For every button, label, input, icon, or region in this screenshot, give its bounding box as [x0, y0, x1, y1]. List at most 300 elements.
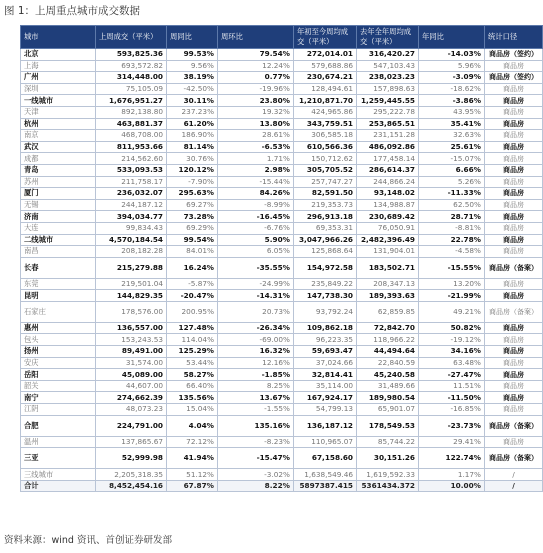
table-row	[21, 234, 543, 246]
cell-wow: -14.31%	[218, 290, 294, 302]
cell-city: 南京	[21, 130, 96, 142]
cell-city: 二线城市	[21, 234, 96, 246]
stat-basis-label: 商品房	[503, 291, 524, 300]
cell-last-year-weekly-avg: 85,744.22	[357, 436, 419, 448]
cell-stat-basis	[485, 106, 543, 118]
cell-wow: -6.76%	[218, 222, 294, 234]
cell-last-week-volume: 48,073.23	[96, 404, 167, 416]
table-row	[21, 334, 543, 346]
cell-last-year-weekly-avg: 93,148.02	[357, 188, 419, 200]
cell-ytd-weekly-avg: 136,187.12	[294, 415, 357, 436]
cell-last-week-volume: 693,572.82	[96, 60, 167, 72]
table-row	[21, 380, 543, 392]
stat-basis-label: 商品房	[503, 154, 524, 163]
cell-ytd-weekly-avg: 296,913.18	[294, 211, 357, 223]
cell-wow: 6.05%	[218, 246, 294, 258]
cell-yoy-year: 25.61%	[419, 141, 485, 153]
cell-stat-basis	[485, 380, 543, 392]
cell-stat-basis	[485, 188, 543, 200]
cell-yoy-year: 5.96%	[419, 60, 485, 72]
header-ytd-weekly-avg: 年初至今周均成交（平米）	[294, 26, 357, 49]
cell-yoy-year: 32.63%	[419, 130, 485, 142]
cell-stat-basis	[485, 49, 543, 61]
cell-city: 三亚	[21, 448, 96, 469]
cell-yoy-year: 10.00%	[419, 480, 485, 492]
cell-last-year-weekly-avg: 5361434.372	[357, 480, 419, 492]
cell-yoy-year: -15.07%	[419, 153, 485, 165]
stat-basis-label: /	[512, 482, 515, 491]
cell-last-week-volume: 468,708.00	[96, 130, 167, 142]
table-row	[21, 95, 543, 107]
cell-city: 南宁	[21, 392, 96, 404]
cell-yoy-week: 120.12%	[167, 164, 218, 176]
cell-last-year-weekly-avg: 231,151.28	[357, 130, 419, 142]
cell-ytd-weekly-avg: 3,047,966.26	[294, 234, 357, 246]
cell-last-week-volume: 45,089.00	[96, 369, 167, 381]
cell-wow: 1.71%	[218, 153, 294, 165]
cell-stat-basis	[485, 392, 543, 404]
table-row	[21, 222, 543, 234]
cell-ytd-weekly-avg: 579,688.86	[294, 60, 357, 72]
cell-last-year-weekly-avg: 62,859.85	[357, 301, 419, 322]
stat-basis-label: 商品房	[503, 247, 524, 256]
cell-stat-basis	[485, 118, 543, 130]
cell-last-week-volume: 4,570,184.54	[96, 234, 167, 246]
figure-title: 图 1：上周重点城市成交数据	[4, 5, 141, 17]
cell-stat-basis	[485, 95, 543, 107]
cell-last-year-weekly-avg: 238,023.23	[357, 72, 419, 84]
table-row	[21, 72, 543, 84]
stat-basis-label: 商品房	[503, 370, 524, 379]
cell-wow: -16.45%	[218, 211, 294, 223]
cell-yoy-year: -3.09%	[419, 72, 485, 84]
cell-stat-basis	[485, 164, 543, 176]
cell-ytd-weekly-avg: 1,210,871.70	[294, 95, 357, 107]
table-row	[21, 369, 543, 381]
cell-yoy-year: -11.50%	[419, 392, 485, 404]
cell-yoy-week: 72.12%	[167, 436, 218, 448]
cell-stat-basis	[485, 211, 543, 223]
table-row	[21, 246, 543, 258]
stat-basis-label: 商品房	[503, 324, 524, 333]
stat-basis-label: 商品房	[503, 177, 524, 186]
cell-wow: -15.47%	[218, 448, 294, 469]
cell-ytd-weekly-avg: 109,862.18	[294, 322, 357, 334]
cell-stat-basis	[485, 369, 543, 381]
cell-ytd-weekly-avg: 424,965.86	[294, 106, 357, 118]
cell-city: 天津	[21, 106, 96, 118]
cell-last-week-volume: 208,182.28	[96, 246, 167, 258]
cell-yoy-year: 5.26%	[419, 176, 485, 188]
cell-ytd-weekly-avg: 5897387.415	[294, 480, 357, 492]
cell-last-year-weekly-avg: 131,904.01	[357, 246, 419, 258]
table-row	[21, 49, 543, 61]
stat-basis-label: 商品房	[503, 335, 524, 344]
cell-stat-basis	[485, 130, 543, 142]
cell-yoy-week: -20.47%	[167, 290, 218, 302]
cell-ytd-weekly-avg: 167,924.17	[294, 392, 357, 404]
cell-city: 安庆	[21, 357, 96, 369]
cell-ytd-weekly-avg: 257,747.27	[294, 176, 357, 188]
cell-yoy-year: 1.17%	[419, 469, 485, 481]
cell-yoy-year: -15.55%	[419, 257, 485, 278]
cell-wow: -19.96%	[218, 83, 294, 95]
cell-stat-basis	[485, 404, 543, 416]
cell-last-year-weekly-avg: 2,482,396.49	[357, 234, 419, 246]
cell-ytd-weekly-avg: 69,353.31	[294, 222, 357, 234]
cell-wow: -15.44%	[218, 176, 294, 188]
table-row	[21, 436, 543, 448]
table-row	[21, 278, 543, 290]
cell-yoy-year: -4.58%	[419, 246, 485, 258]
cell-ytd-weekly-avg: 32,814.41	[294, 369, 357, 381]
cell-last-year-weekly-avg: 547,103.43	[357, 60, 419, 72]
header-yoy-week: 周同比	[167, 26, 218, 49]
cell-last-year-weekly-avg: 65,901.07	[357, 404, 419, 416]
cell-last-year-weekly-avg: 134,988.87	[357, 199, 419, 211]
table-row	[21, 357, 543, 369]
stat-basis-label: 商品房	[503, 96, 524, 105]
cell-last-week-volume: 244,187.12	[96, 199, 167, 211]
cell-last-week-volume: 236,032.07	[96, 188, 167, 200]
cell-wow: 79.54%	[218, 49, 294, 61]
table-container	[20, 25, 538, 492]
cell-ytd-weekly-avg: 59,693.47	[294, 346, 357, 358]
table-row	[21, 141, 543, 153]
stat-basis-label: 商品房（签约）	[489, 73, 538, 82]
cell-city: 合肥	[21, 415, 96, 436]
cell-stat-basis	[485, 301, 543, 322]
cell-last-year-weekly-avg: 1,619,592.33	[357, 469, 419, 481]
cell-last-week-volume: 314,448.00	[96, 72, 167, 84]
cell-last-week-volume: 2,205,318.35	[96, 469, 167, 481]
cell-wow: 135.16%	[218, 415, 294, 436]
cell-last-year-weekly-avg: 189,393.63	[357, 290, 419, 302]
stat-basis-label: 商品房	[503, 347, 524, 356]
cell-city: 岳阳	[21, 369, 96, 381]
cell-stat-basis	[485, 199, 543, 211]
cell-yoy-year: 13.20%	[419, 278, 485, 290]
cell-city: 广州	[21, 72, 96, 84]
cell-wow: 13.80%	[218, 118, 294, 130]
table-row	[21, 404, 543, 416]
cell-yoy-week: 114.04%	[167, 334, 218, 346]
stat-basis-label: 商品房（备案）	[489, 454, 538, 463]
header-city: 城市	[21, 26, 96, 49]
cell-wow: -69.00%	[218, 334, 294, 346]
cell-ytd-weekly-avg: 343,759.51	[294, 118, 357, 130]
cell-stat-basis	[485, 415, 543, 436]
cell-stat-basis	[485, 346, 543, 358]
cell-city: 杭州	[21, 118, 96, 130]
cell-last-year-weekly-avg: 244,866.24	[357, 176, 419, 188]
cell-last-year-weekly-avg: 208,347.13	[357, 278, 419, 290]
cell-stat-basis	[485, 141, 543, 153]
cell-last-year-weekly-avg: 295,222.78	[357, 106, 419, 118]
cell-last-year-weekly-avg: 189,980.54	[357, 392, 419, 404]
cell-last-week-volume: 219,501.04	[96, 278, 167, 290]
cell-yoy-week: 81.14%	[167, 141, 218, 153]
cell-yoy-year: 34.16%	[419, 346, 485, 358]
cell-ytd-weekly-avg: 82,591.50	[294, 188, 357, 200]
cell-city: 无锡	[21, 199, 96, 211]
cell-last-week-volume: 144,829.35	[96, 290, 167, 302]
header-stat-basis: 统计口径	[485, 26, 543, 49]
cell-city: 三线城市	[21, 469, 96, 481]
cell-stat-basis	[485, 448, 543, 469]
cell-city: 长春	[21, 257, 96, 278]
stat-basis-label: 商品房	[503, 189, 524, 198]
stat-basis-label: 商品房	[503, 131, 524, 140]
cell-city: 扬州	[21, 346, 96, 358]
table-row	[21, 290, 543, 302]
cell-last-year-weekly-avg: 157,898.63	[357, 83, 419, 95]
cell-yoy-week: 66.40%	[167, 380, 218, 392]
cell-yoy-year: -23.73%	[419, 415, 485, 436]
cell-ytd-weekly-avg: 128,494.61	[294, 83, 357, 95]
cell-stat-basis	[485, 72, 543, 84]
cell-city: 上海	[21, 60, 96, 72]
cell-stat-basis	[485, 290, 543, 302]
cell-last-week-volume: 1,676,951.27	[96, 95, 167, 107]
table-row	[21, 392, 543, 404]
table-row	[21, 415, 543, 436]
cell-city: 武汉	[21, 141, 96, 153]
cell-stat-basis	[485, 60, 543, 72]
cell-yoy-week: 99.53%	[167, 49, 218, 61]
header-yoy-year: 年同比	[419, 26, 485, 49]
cell-wow: -8.99%	[218, 199, 294, 211]
cell-yoy-week: 61.20%	[167, 118, 218, 130]
cell-yoy-week: 4.04%	[167, 415, 218, 436]
table-row	[21, 199, 543, 211]
cell-last-year-weekly-avg: 230,689.42	[357, 211, 419, 223]
cell-city: 东莞	[21, 278, 96, 290]
cell-yoy-year: -8.81%	[419, 222, 485, 234]
cell-ytd-weekly-avg: 125,868.64	[294, 246, 357, 258]
cell-ytd-weekly-avg: 110,965.07	[294, 436, 357, 448]
cell-last-week-volume: 153,243.53	[96, 334, 167, 346]
cell-ytd-weekly-avg: 235,849.22	[294, 278, 357, 290]
cell-yoy-week: -42.50%	[167, 83, 218, 95]
cell-yoy-year: 11.51%	[419, 380, 485, 392]
cell-ytd-weekly-avg: 610,566.36	[294, 141, 357, 153]
cell-yoy-week: 237.23%	[167, 106, 218, 118]
cell-last-week-volume: 892,138.80	[96, 106, 167, 118]
cell-city: 厦门	[21, 188, 96, 200]
cell-city: 温州	[21, 436, 96, 448]
cell-city: 石家庄	[21, 301, 96, 322]
header-last-week-volume: 上周成交（平米）	[96, 26, 167, 49]
cell-yoy-week: 99.54%	[167, 234, 218, 246]
cell-yoy-year: 22.78%	[419, 234, 485, 246]
cell-last-year-weekly-avg: 22,840.59	[357, 357, 419, 369]
cell-wow: 16.32%	[218, 346, 294, 358]
cell-city: 北京	[21, 49, 96, 61]
cell-last-week-volume: 31,574.00	[96, 357, 167, 369]
cell-yoy-year: -3.86%	[419, 95, 485, 107]
cell-yoy-year: 35.41%	[419, 118, 485, 130]
cell-stat-basis	[485, 153, 543, 165]
cell-wow: -1.85%	[218, 369, 294, 381]
cell-wow: 8.25%	[218, 380, 294, 392]
cell-ytd-weekly-avg: 230,674.21	[294, 72, 357, 84]
cell-last-year-weekly-avg: 316,420.27	[357, 49, 419, 61]
table-row	[21, 301, 543, 322]
cell-wow: -35.55%	[218, 257, 294, 278]
cell-yoy-week: 125.29%	[167, 346, 218, 358]
cell-last-week-volume: 463,881.37	[96, 118, 167, 130]
cell-wow: 2.98%	[218, 164, 294, 176]
cell-ytd-weekly-avg: 67,158.60	[294, 448, 357, 469]
table-row	[21, 322, 543, 334]
cell-ytd-weekly-avg: 219,353.73	[294, 199, 357, 211]
stat-basis-label: 商品房	[503, 201, 524, 210]
cell-city: 合计	[21, 480, 96, 492]
cell-yoy-year: 49.21%	[419, 301, 485, 322]
cell-stat-basis	[485, 334, 543, 346]
cell-ytd-weekly-avg: 1,638,549.46	[294, 469, 357, 481]
cell-ytd-weekly-avg: 154,972.58	[294, 257, 357, 278]
cell-wow: 19.32%	[218, 106, 294, 118]
cell-yoy-week: 41.94%	[167, 448, 218, 469]
stat-basis-label: 商品房	[503, 235, 524, 244]
table-row	[21, 106, 543, 118]
cell-wow: 5.90%	[218, 234, 294, 246]
stat-basis-label: 商品房	[503, 358, 524, 367]
stat-basis-label: /	[512, 470, 515, 479]
stat-basis-label: 商品房	[503, 382, 524, 391]
cell-yoy-year: 28.71%	[419, 211, 485, 223]
cell-last-week-volume: 224,791.00	[96, 415, 167, 436]
cell-wow: -3.02%	[218, 469, 294, 481]
cell-city: 惠州	[21, 322, 96, 334]
cell-last-week-volume: 811,953.66	[96, 141, 167, 153]
table-body	[21, 49, 543, 492]
table-header-row	[21, 26, 543, 49]
table-row	[21, 130, 543, 142]
cell-stat-basis	[485, 83, 543, 95]
table-row	[21, 257, 543, 278]
cell-yoy-year: 6.66%	[419, 164, 485, 176]
cell-city: 江阴	[21, 404, 96, 416]
table-row	[21, 211, 543, 223]
cell-yoy-week: 51.12%	[167, 469, 218, 481]
table-row	[21, 83, 543, 95]
cell-stat-basis	[485, 357, 543, 369]
table-row	[21, 188, 543, 200]
stat-basis-label: 商品房	[503, 393, 524, 402]
cell-yoy-week: 16.24%	[167, 257, 218, 278]
cell-yoy-year: -16.85%	[419, 404, 485, 416]
cell-yoy-week: 69.27%	[167, 199, 218, 211]
cell-yoy-week: 200.95%	[167, 301, 218, 322]
cell-yoy-year: -21.99%	[419, 290, 485, 302]
table-row	[21, 176, 543, 188]
cell-last-week-volume: 394,034.77	[96, 211, 167, 223]
cell-wow: 0.77%	[218, 72, 294, 84]
cell-yoy-year: -19.12%	[419, 334, 485, 346]
table-row	[21, 448, 543, 469]
cell-yoy-year: -11.33%	[419, 188, 485, 200]
cell-last-week-volume: 533,093.53	[96, 164, 167, 176]
cell-city: 青岛	[21, 164, 96, 176]
cell-ytd-weekly-avg: 147,738.30	[294, 290, 357, 302]
cell-yoy-year: 122.74%	[419, 448, 485, 469]
table-row	[21, 480, 543, 492]
stat-basis-label: 商品房	[503, 405, 524, 414]
cell-stat-basis	[485, 436, 543, 448]
cell-city: 包头	[21, 334, 96, 346]
cell-wow: -8.23%	[218, 436, 294, 448]
cell-stat-basis	[485, 322, 543, 334]
cell-last-year-weekly-avg: 177,458.14	[357, 153, 419, 165]
cell-wow: 8.22%	[218, 480, 294, 492]
cell-last-week-volume: 215,279.88	[96, 257, 167, 278]
cell-last-year-weekly-avg: 72,842.70	[357, 322, 419, 334]
cell-city: 大连	[21, 222, 96, 234]
cell-last-year-weekly-avg: 44,494.64	[357, 346, 419, 358]
table-row	[21, 469, 543, 481]
stat-basis-label: 商品房	[503, 61, 524, 70]
cell-wow: 13.67%	[218, 392, 294, 404]
cell-city: 韶关	[21, 380, 96, 392]
cell-ytd-weekly-avg: 35,114.00	[294, 380, 357, 392]
cell-yoy-week: 67.87%	[167, 480, 218, 492]
stat-basis-label: 商品房（签约）	[489, 50, 538, 59]
cell-yoy-year: 43.95%	[419, 106, 485, 118]
cell-ytd-weekly-avg: 150,712.62	[294, 153, 357, 165]
cell-yoy-year: -18.62%	[419, 83, 485, 95]
cell-last-year-weekly-avg: 486,092.86	[357, 141, 419, 153]
cell-last-week-volume: 136,557.00	[96, 322, 167, 334]
cell-yoy-year: -27.47%	[419, 369, 485, 381]
source-note: 资料来源：wind 资讯、首创证券研发部	[4, 535, 172, 546]
cell-last-week-volume: 8,452,454.16	[96, 480, 167, 492]
table-row	[21, 346, 543, 358]
cell-city: 苏州	[21, 176, 96, 188]
cell-city: 昆明	[21, 290, 96, 302]
cell-wow: 28.61%	[218, 130, 294, 142]
cell-yoy-week: 15.04%	[167, 404, 218, 416]
stat-basis-label: 商品房	[503, 224, 524, 233]
stat-basis-label: 商品房	[503, 212, 524, 221]
cell-stat-basis	[485, 234, 543, 246]
cell-yoy-week: 58.27%	[167, 369, 218, 381]
cell-last-year-weekly-avg: 76,050.91	[357, 222, 419, 234]
table-row	[21, 118, 543, 130]
cell-yoy-week: 9.56%	[167, 60, 218, 72]
cell-last-year-weekly-avg: 118,966.22	[357, 334, 419, 346]
cell-yoy-week: 135.56%	[167, 392, 218, 404]
cell-yoy-year: 50.82%	[419, 322, 485, 334]
cell-last-week-volume: 214,562.60	[96, 153, 167, 165]
cell-ytd-weekly-avg: 306,585.18	[294, 130, 357, 142]
cell-wow: 23.80%	[218, 95, 294, 107]
cell-stat-basis	[485, 257, 543, 278]
cell-last-week-volume: 211,758.17	[96, 176, 167, 188]
cell-yoy-week: 30.11%	[167, 95, 218, 107]
table-row	[21, 164, 543, 176]
city-transactions-table	[20, 25, 543, 492]
cell-last-year-weekly-avg: 30,151.26	[357, 448, 419, 469]
stat-basis-label: 商品房	[503, 166, 524, 175]
cell-wow: -26.34%	[218, 322, 294, 334]
cell-last-year-weekly-avg: 183,502.71	[357, 257, 419, 278]
stat-basis-label: 商品房	[503, 279, 524, 288]
stat-basis-label: 商品房（备案）	[489, 263, 538, 272]
stat-basis-label: 商品房	[503, 85, 524, 94]
